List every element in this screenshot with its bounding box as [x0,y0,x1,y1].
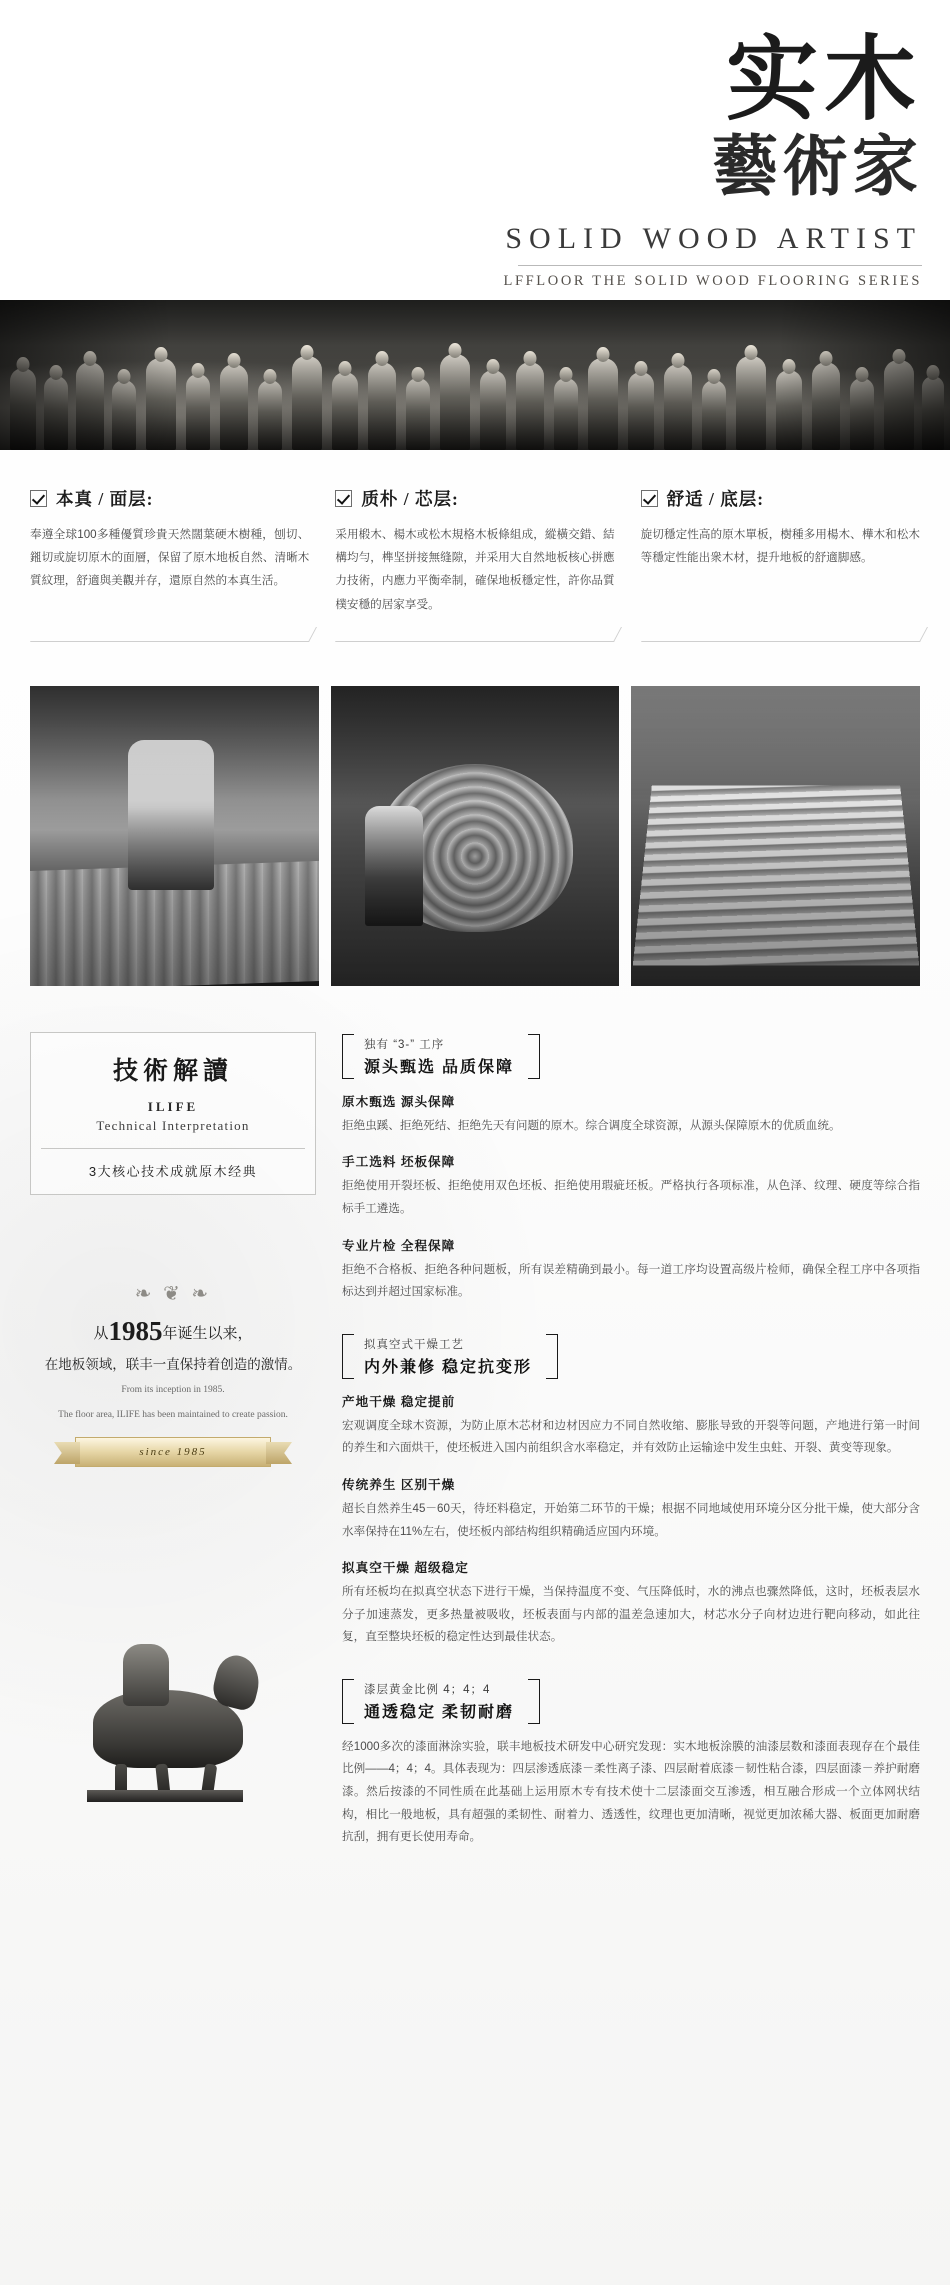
features-section [0,450,950,670]
hero-title-en-secondary: LFFLOOR THE SOLID WOOD FLOORING SERIES [503,272,922,289]
tech-item [342,1151,920,1220]
tech-item [342,1474,920,1543]
photo-stacked-timber [631,686,920,986]
statue-rider [123,1644,169,1706]
tech-block-coating [342,1679,920,1849]
tech-item-title: 传统养生 区别干燥 [342,1477,456,1492]
tech-item-title: 产地干燥 稳定提前 [342,1394,456,1409]
feature-header [641,486,920,511]
tech-item [342,1391,920,1460]
technical-right-column [342,1032,920,1879]
ornament-icon: ❧ ❦ ❧ [134,1282,212,1305]
hero-title-cn-primary: 实木 [725,29,922,131]
since-english-2: The floor area, ILIFE has been maintained to create passion. [58,1409,288,1420]
feature-card-surface [30,486,309,650]
tech-block-drying [342,1334,920,1649]
feature-header [30,486,309,511]
since-block [30,1281,316,1467]
tech-block-header [342,1679,540,1724]
technical-left-column [30,1032,316,1879]
since-line-2: 在地板领域，联丰一直保持着创造的激情。 [44,1356,302,1372]
feature-body: 奉遵全球100多種優質珍貴天然闊葉硬木樹種，刨切、鎺切或旋切原木的面層，保留了原木地板自然、清晰木質紋理，舒適與美觀并存，還原自然的本真生活。 [30,528,310,588]
since-english-1: From its inception in 1985. [121,1384,225,1395]
tech-item-title: 专业片检 全程保障 [342,1238,456,1253]
tech-item-title: 手工选料 坯板保障 [342,1155,456,1170]
tech-item-title: 拟真空干燥 超级稳定 [342,1561,469,1576]
since-ribbon-badge [75,1437,271,1467]
tech-item-body: 经1000多次的漆面淋涂实验，联丰地板技术研发中心研究发现：实木地板涂膜的油漆层数和漆面表现存在个最佳比例——4；4；4。具体表现为：四层渗透底漆－柔性离子漆、四层耐着底漆－韧性粘合漆，四层面漆－养护耐磨漆。然后按漆的不同性质在此基础上运用原木专有技术使十二层漆面交互渗透，相互融合形成一个立体网状结构，相比一般地板，具有超强的柔韧性、耐着力、透透性，纹理也更加清晰，视觉更加浓稀大器、板面更加耐磨抗刮，拥有更长使用寿命。 [342,1739,920,1844]
technical-card-subtitle: Technical Interpretation [96,1117,250,1133]
hero-title-en-primary: SOLID WOOD ARTIST [505,221,922,255]
feature-title: 舒适 / 底层: [666,489,765,509]
statue-base [87,1790,243,1802]
tech-block-sourcing [342,1034,920,1304]
tech-item [342,1736,920,1849]
feature-card-core [335,486,614,650]
feature-card-base [641,486,920,650]
tech-block-header-line-2: 源头甄选 品质保障 [364,1058,515,1076]
tech-block-header-line-2: 内外兼修 稳定抗变形 [364,1358,533,1376]
checkbox-checked-icon [30,490,47,507]
feature-title: 质朴 / 芯层: [361,489,459,509]
tech-block-header-line-2: 通透稳定 柔韧耐磨 [364,1703,515,1721]
tech-item [342,1235,920,1304]
tech-block-header-line-1: 独有 “3-” 工序 [364,1038,445,1051]
tech-item-body: 拒绝使用开裂坯板、拒绝使用双色坯板、拒绝使用瑕疵坯板。严格执行各项标准，从色泽、纹理、硬度等综合指标手工遴选。 [342,1179,920,1215]
tech-item-body: 宏观调度全球木资源，为防止原木芯材和边材因应力不同自然收缩、膨胀导致的开裂等问题，产地进行第一时间的养生和六面烘干，使坯板进入国内前组织含水率稳定，并有效防止运输途中发生虫蛀、开裂、黄变等现象。 [342,1418,920,1455]
checkbox-checked-icon [641,490,658,507]
photo-worker-measuring-trunk [331,686,620,986]
technical-interpretation-card [30,1032,316,1195]
banner-painting-image [0,300,950,450]
tech-block-header-line-1: 漆层黄金比例 4；4；4 [364,1683,491,1696]
since-suffix: 年诞生以来， [162,1324,253,1342]
tech-item-title: 原木甄选 源头保障 [342,1094,456,1109]
tech-item [342,1557,920,1649]
tech-block-header [342,1034,540,1079]
feature-body: 旋切穩定性高的原木單板，樹種多用楊木、樺木和松木等穩定性能出衆木材，提升地板的舒適脚感。 [640,528,920,565]
technical-section [0,986,950,1899]
since-prefix: 从 [93,1324,109,1342]
tech-block-header [342,1334,558,1379]
technical-card-title: 技術解讀 [112,1057,233,1085]
technical-card-slogan: 3大核心技术成就原木经典 [88,1163,258,1179]
feature-title: 本真 / 面层: [56,489,154,509]
photo-worker-cutting-log [30,686,319,986]
since-year: 1985 [108,1315,163,1346]
banner-vignette [0,300,950,450]
feature-body: 采用椴木、楊木或松木規格木板條組成，縱橫交錯、結構均勻，榫坚拼接無缝隙，并采用大自然地板核心拼應力技術，内應力平衡牵制，確保地板穩定性，許你品質樸安穩的居家享受。 [335,528,615,611]
tech-item-body: 拒绝虫蹊、拒绝死结、拒绝先天有问题的原木。综合调度全球资源，从源头保障原木的优质血统。 [342,1118,841,1132]
equestrian-statue-illustration [53,1617,293,1802]
hero-title-cn-secondary: 藝術家 [712,131,922,204]
photo-gallery [0,670,950,986]
tech-item-body: 拒绝不合格板、拒绝各种问题板，所有误差精确到最小。每一道工序均设置高级片检师，确保全程工序中各项指标达到并超过国家标准。 [342,1262,920,1299]
tech-item [342,1091,920,1138]
hero-title-group [503,29,923,290]
feature-header [335,486,614,511]
since-line-1 [30,1316,316,1347]
card-divider [41,1148,305,1149]
since-ribbon-label: since 1985 [139,1446,207,1459]
checkbox-checked-icon [335,490,352,507]
tech-block-header-line-1: 拟真空式干燥工艺 [364,1338,464,1351]
hero-divider [518,265,922,266]
brand-name: ILIFE [147,1098,199,1114]
hero-section [0,0,950,300]
tech-item-body: 所有坯板均在拟真空状态下进行干燥，当保持温度不变、气压降低时，水的沸点也骤然降低，这时，坯板表层水分子加速蒸发，更多热量被吸收，坯板表面与内部的温差急速加大，材芯水分子向材边进行靶向移动，如此往复，直至整块坯板的稳定性达到最佳状态。 [342,1585,920,1644]
tech-item-body: 超长自然养生45－60天，待坯料稳定，开始第二环节的干燥；根据不同地域使用环境分区分批干燥，使大部分含水率保持在11%左右，使坯板内部结构组织精确适应国内环境。 [342,1501,920,1538]
